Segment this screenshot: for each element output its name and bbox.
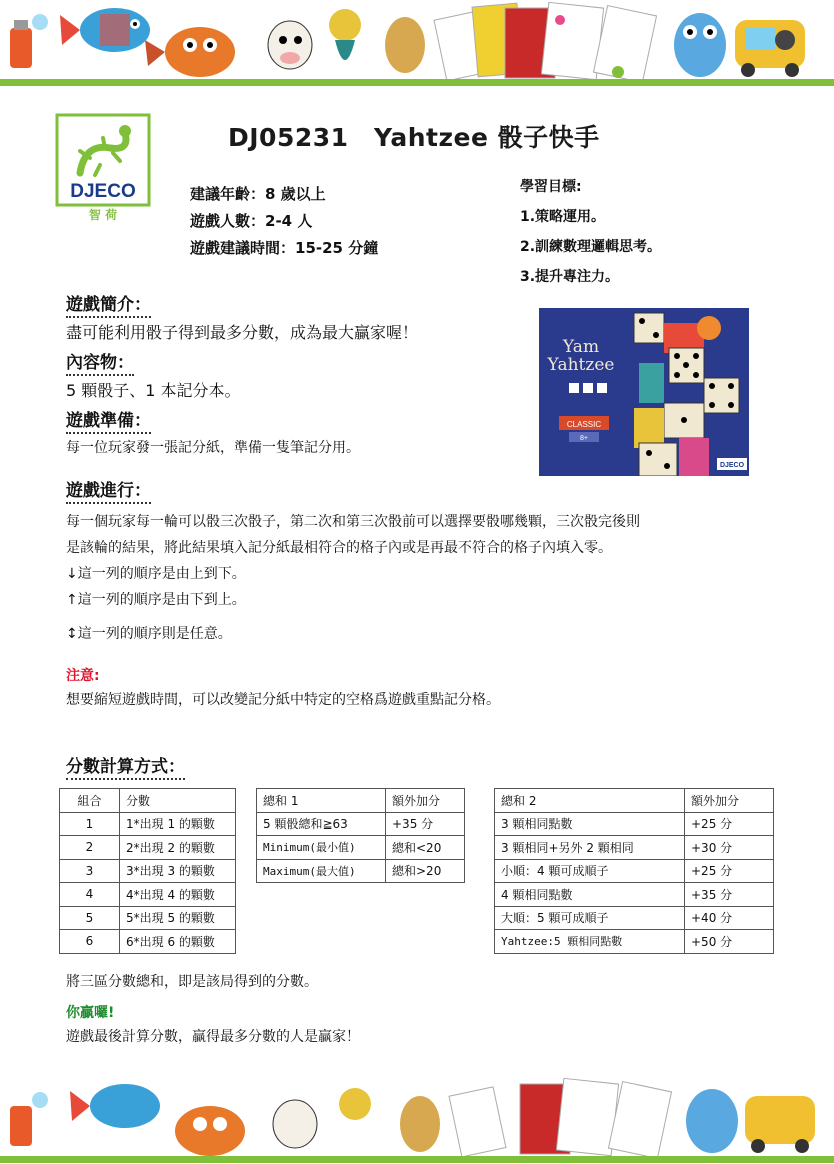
play-line: ↑這一列的順序是由下到上。 (66, 592, 246, 608)
spray-can-icon (10, 28, 32, 68)
scoring-heading: 分數計算方式： (66, 752, 185, 780)
owl-icon (686, 1089, 738, 1153)
vehicle-icon (745, 1096, 815, 1144)
game-box-image (539, 308, 749, 476)
play-line: 每一個玩家每一輪可以骰三次骰子，第二次和第三次骰前可以選擇要骰哪幾顆，三次骰完後則 (66, 514, 640, 530)
goals-title: 學習目標: (520, 179, 582, 195)
svg-text:Yam: Yam (562, 337, 600, 357)
table-row: 4 顆相同點數 +35 分 (495, 883, 774, 907)
play-line: 是該輪的結果，將此結果填入記分紙最相符合的格子內或是再最不符合的格子內填入零。 (66, 540, 612, 556)
players-info: 遊戲人數：2-4 人 (190, 212, 313, 230)
peacock-icon (329, 9, 361, 41)
orange-fish-icon (175, 1106, 245, 1156)
green-stripe (0, 79, 834, 86)
scoring-summary: 將三區分數總和，即是該局得到的分數。 (66, 974, 318, 990)
play-heading: 遊戲進行： (66, 476, 151, 504)
banner-illustration (0, 1076, 834, 1156)
age-info: 建議年齡：8 歲以上 (190, 185, 326, 203)
up-down-arrow-icon: ↕ (66, 626, 78, 642)
orange-fish-icon (165, 27, 235, 77)
table-row: 2 2*出現 2 的顆數 (60, 836, 236, 860)
svg-text:智 荷: 智 荷 (88, 208, 118, 222)
intro-heading: 遊戲簡介： (66, 290, 151, 318)
goal-item: 2.訓練數理邏輯思考。 (520, 239, 662, 255)
cow-icon (273, 1100, 317, 1148)
setup-text: 每一位玩家發一張記分紙，準備一隻筆記分用。 (66, 440, 360, 456)
banner-illustration (0, 0, 834, 80)
win-text: 遊戲最後計算分數，贏得最多分數的人是贏家！ (66, 1029, 360, 1045)
table-row: 6 6*出現 6 的顆數 (60, 930, 236, 954)
table-header-row: 組合 分數 (60, 789, 236, 813)
table-row: 5 顆骰總和≧63 +35 分 (257, 812, 465, 836)
goal-item: 1.策略運用。 (520, 209, 606, 225)
table-row: 小順：4 顆可成順子 +25 分 (495, 859, 774, 883)
table-header-row: 總和 2 額外加分 (495, 789, 774, 813)
top-banner (0, 0, 834, 86)
win-heading: 你贏囉! (66, 1005, 115, 1021)
svg-text:DJECO: DJECO (719, 462, 745, 469)
svg-text:CLASSIC: CLASSIC (566, 420, 602, 429)
contents-text: 5 顆骰子、1 本記分本。 (66, 381, 241, 400)
table-header-row: 總和 1 額外加分 (257, 789, 465, 813)
table-row: 3 3*出現 3 的顆數 (60, 859, 236, 883)
djeco-logo (55, 113, 151, 223)
play-line: ↕這一列的順序則是任意。 (66, 626, 232, 642)
table-row: Minimum(最小值) 總和<20 (257, 836, 465, 860)
setup-heading: 遊戲準備： (66, 406, 151, 434)
table-row: 大順：5 顆可成順子 +40 分 (495, 906, 774, 930)
score-table-sum2 (494, 788, 774, 954)
time-info: 遊戲建議時間：15-25 分鐘 (190, 239, 379, 257)
table-row: 3 顆相同點數 +25 分 (495, 812, 774, 836)
table-row: 3 顆相同+另外 2 顆相同 +30 分 (495, 836, 774, 860)
page-title: DJ05231 Yahtzee 骰子快手 (228, 123, 600, 152)
score-table-sum1 (256, 788, 465, 883)
note-heading: 注意: (66, 668, 100, 684)
intro-text: 盡可能利用骰子得到最多分數，成為最大贏家喔！ (66, 323, 419, 342)
fish-icon (90, 1084, 160, 1128)
bottom-banner (0, 1076, 834, 1164)
table-row: 4 4*出現 4 的顆數 (60, 883, 236, 907)
goat-icon (385, 17, 425, 73)
svg-text:Yahtzee: Yahtzee (547, 355, 615, 375)
green-stripe (0, 1156, 834, 1163)
play-line: ↓這一列的順序是由上到下。 (66, 566, 246, 582)
svg-text:DJECO: DJECO (70, 181, 136, 202)
goat-icon (400, 1096, 440, 1152)
contents-heading: 內容物： (66, 348, 134, 376)
peacock-icon (339, 1088, 371, 1120)
note-text: 想要縮短遊戲時間，可以改變記分紙中特定的空格爲遊戲重點記分格。 (66, 692, 500, 708)
play-rules (66, 509, 786, 647)
score-table-upper (59, 788, 236, 954)
game-info (190, 181, 378, 262)
goal-item: 3.提升專注力。 (520, 269, 620, 285)
table-row: 5 5*出現 5 的顆數 (60, 906, 236, 930)
table-row: Maximum(最大值) 總和>20 (257, 859, 465, 883)
owl-icon (674, 13, 726, 77)
table-row: Yahtzee:5 顆相同點數 +50 分 (495, 930, 774, 954)
svg-text:8+: 8+ (580, 435, 588, 442)
spray-can-icon (10, 1106, 32, 1146)
table-row: 1 1*出現 1 的顆數 (60, 812, 236, 836)
learning-goals (520, 172, 661, 292)
